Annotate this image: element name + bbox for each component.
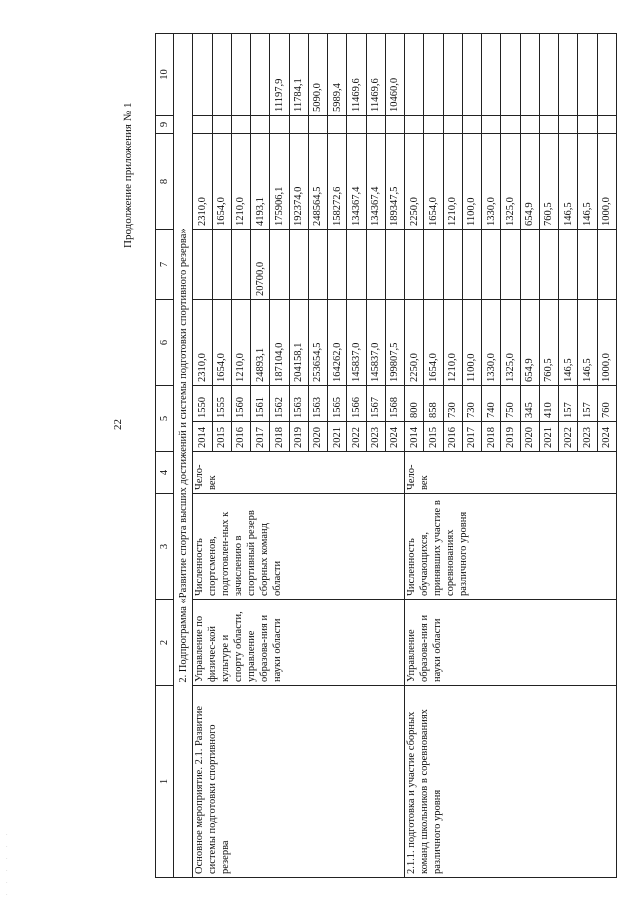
other-cell bbox=[424, 34, 443, 116]
table-row bbox=[193, 34, 212, 878]
local-cell bbox=[520, 116, 539, 134]
total-cell: 654,9 bbox=[520, 300, 539, 386]
page-number: 22 bbox=[112, 419, 124, 430]
federal-cell bbox=[193, 230, 212, 300]
value-cell: 858 bbox=[424, 386, 443, 422]
total-cell: 146,5 bbox=[559, 300, 578, 386]
local-cell bbox=[539, 116, 558, 134]
other-cell bbox=[482, 34, 501, 116]
other-cell bbox=[462, 34, 481, 116]
unit-cell: Чело-век bbox=[193, 452, 405, 494]
federal-cell bbox=[597, 230, 616, 300]
unit-cell: Чело-век bbox=[405, 452, 617, 494]
federal-cell bbox=[482, 230, 501, 300]
total-cell: 1654,0 bbox=[212, 300, 231, 386]
value-cell: 750 bbox=[501, 386, 520, 422]
year-cell: 2017 bbox=[251, 422, 270, 452]
other-cell: 5090,0 bbox=[308, 34, 327, 116]
value-cell: 800 bbox=[405, 386, 424, 422]
other-cell bbox=[559, 34, 578, 116]
other-cell bbox=[405, 34, 424, 116]
year-cell: 2023 bbox=[578, 422, 597, 452]
other-cell bbox=[578, 34, 597, 116]
column-number-row bbox=[156, 34, 174, 878]
local-cell bbox=[462, 116, 481, 134]
value-cell: 740 bbox=[482, 386, 501, 422]
value-cell: 1567 bbox=[366, 386, 385, 422]
column-number-cell: 10 bbox=[156, 34, 174, 116]
column-number-cell: 1 bbox=[156, 686, 174, 878]
federal-cell bbox=[578, 230, 597, 300]
column-number-cell: 6 bbox=[156, 300, 174, 386]
federal-cell bbox=[462, 230, 481, 300]
executor-cell: Управление по физичес-кой культуре и спорту области, управление образова-ния и науки области bbox=[193, 600, 405, 686]
total-cell: 1210,0 bbox=[443, 300, 462, 386]
indicator-cell: Численность обучающихся, принявших участие в соревнованиях различного уровня bbox=[405, 494, 617, 600]
value-cell: 157 bbox=[559, 386, 578, 422]
regional-cell: 1654,0 bbox=[212, 134, 231, 230]
regional-cell: 1000,0 bbox=[597, 134, 616, 230]
regional-cell: 1210,0 bbox=[231, 134, 250, 230]
local-cell bbox=[193, 116, 212, 134]
local-cell bbox=[308, 116, 327, 134]
local-cell bbox=[385, 116, 404, 134]
value-cell: 1565 bbox=[328, 386, 347, 422]
regional-cell: 134367,4 bbox=[347, 134, 366, 230]
federal-cell bbox=[539, 230, 558, 300]
other-cell bbox=[597, 34, 616, 116]
table-row bbox=[405, 34, 424, 878]
local-cell bbox=[482, 116, 501, 134]
local-cell bbox=[347, 116, 366, 134]
total-cell: 1100,0 bbox=[462, 300, 481, 386]
column-number-cell: 4 bbox=[156, 452, 174, 494]
federal-cell bbox=[501, 230, 520, 300]
regional-cell: 2310,0 bbox=[193, 134, 212, 230]
total-cell: 2250,0 bbox=[405, 300, 424, 386]
value-cell: 1563 bbox=[308, 386, 327, 422]
federal-cell bbox=[520, 230, 539, 300]
table-body bbox=[156, 34, 617, 878]
local-cell bbox=[328, 116, 347, 134]
federal-cell bbox=[559, 230, 578, 300]
other-cell bbox=[539, 34, 558, 116]
other-cell bbox=[443, 34, 462, 116]
total-cell: 146,5 bbox=[578, 300, 597, 386]
other-cell: 5989,4 bbox=[328, 34, 347, 116]
local-cell bbox=[443, 116, 462, 134]
year-cell: 2019 bbox=[289, 422, 308, 452]
other-cell: 10460,0 bbox=[385, 34, 404, 116]
value-cell: 760 bbox=[597, 386, 616, 422]
year-cell: 2021 bbox=[328, 422, 347, 452]
value-cell: 1562 bbox=[270, 386, 289, 422]
regional-cell: 146,5 bbox=[578, 134, 597, 230]
regional-cell: 1325,0 bbox=[501, 134, 520, 230]
other-cell bbox=[520, 34, 539, 116]
other-cell: 11197,9 bbox=[270, 34, 289, 116]
total-cell: 164262,0 bbox=[328, 300, 347, 386]
regional-cell: 158272,6 bbox=[328, 134, 347, 230]
federal-cell: 20700,0 bbox=[251, 230, 270, 300]
other-cell bbox=[212, 34, 231, 116]
regional-cell: 175906,1 bbox=[270, 134, 289, 230]
local-cell bbox=[597, 116, 616, 134]
total-cell: 145837,0 bbox=[366, 300, 385, 386]
year-cell: 2022 bbox=[559, 422, 578, 452]
value-cell: 1563 bbox=[289, 386, 308, 422]
other-cell bbox=[251, 34, 270, 116]
year-cell: 2015 bbox=[212, 422, 231, 452]
other-cell bbox=[193, 34, 212, 116]
column-number-cell: 8 bbox=[156, 134, 174, 230]
value-cell: 345 bbox=[520, 386, 539, 422]
other-cell: 11784,1 bbox=[289, 34, 308, 116]
value-cell: 1568 bbox=[385, 386, 404, 422]
federal-cell bbox=[405, 230, 424, 300]
federal-cell bbox=[308, 230, 327, 300]
local-cell bbox=[251, 116, 270, 134]
year-cell: 2018 bbox=[270, 422, 289, 452]
total-cell: 2310,0 bbox=[193, 300, 212, 386]
local-cell bbox=[231, 116, 250, 134]
value-cell: 730 bbox=[462, 386, 481, 422]
total-cell: 187104,0 bbox=[270, 300, 289, 386]
year-cell: 2018 bbox=[482, 422, 501, 452]
regional-cell: 1330,0 bbox=[482, 134, 501, 230]
local-cell bbox=[405, 116, 424, 134]
local-cell bbox=[559, 116, 578, 134]
total-cell: 760,5 bbox=[539, 300, 558, 386]
value-cell: 157 bbox=[578, 386, 597, 422]
federal-cell bbox=[424, 230, 443, 300]
year-cell: 2016 bbox=[443, 422, 462, 452]
scan-margin-dots: · · · · · · bbox=[6, 833, 8, 898]
local-cell bbox=[366, 116, 385, 134]
total-cell: 1000,0 bbox=[597, 300, 616, 386]
year-cell: 2021 bbox=[539, 422, 558, 452]
total-cell: 1325,0 bbox=[501, 300, 520, 386]
year-cell: 2014 bbox=[193, 422, 212, 452]
column-number-cell: 9 bbox=[156, 116, 174, 134]
value-cell: 730 bbox=[443, 386, 462, 422]
total-cell: 145837,0 bbox=[347, 300, 366, 386]
local-cell bbox=[424, 116, 443, 134]
subprogram-row bbox=[174, 34, 193, 878]
federal-cell bbox=[289, 230, 308, 300]
value-cell: 1555 bbox=[212, 386, 231, 422]
regional-cell: 4193,1 bbox=[251, 134, 270, 230]
activity-cell: Основное мероприятие. 2.1. Развитие системы подготовки спортивного резерва bbox=[193, 686, 405, 878]
column-number-cell: 7 bbox=[156, 230, 174, 300]
indicator-cell: Численность спортсменов, подготовлен-ных к зачислению в спортивный резерв сборных команд области bbox=[193, 494, 405, 600]
year-cell: 2023 bbox=[366, 422, 385, 452]
subprogram-title: 2. Подпрограмма «Развитие спорта высших достижений и системы подготовки спортивного резерва» bbox=[174, 34, 193, 878]
other-cell: 11469,6 bbox=[366, 34, 385, 116]
regional-cell: 146,5 bbox=[559, 134, 578, 230]
local-cell bbox=[212, 116, 231, 134]
year-cell: 2015 bbox=[424, 422, 443, 452]
executor-cell: Управление образова-ния и науки области bbox=[405, 600, 617, 686]
regional-cell: 1100,0 bbox=[462, 134, 481, 230]
other-cell: 11469,6 bbox=[347, 34, 366, 116]
regional-cell: 248564,5 bbox=[308, 134, 327, 230]
regional-cell: 760,5 bbox=[539, 134, 558, 230]
year-cell: 2024 bbox=[385, 422, 404, 452]
year-cell: 2020 bbox=[308, 422, 327, 452]
other-cell bbox=[501, 34, 520, 116]
regional-cell: 654,9 bbox=[520, 134, 539, 230]
federal-cell bbox=[212, 230, 231, 300]
local-cell bbox=[501, 116, 520, 134]
local-cell bbox=[578, 116, 597, 134]
regional-cell: 189347,5 bbox=[385, 134, 404, 230]
federal-cell bbox=[231, 230, 250, 300]
value-cell: 1560 bbox=[231, 386, 250, 422]
total-cell: 1330,0 bbox=[482, 300, 501, 386]
local-cell bbox=[270, 116, 289, 134]
appendix-continuation-title: Продолжение приложения № 1 bbox=[122, 102, 134, 248]
total-cell: 24893,1 bbox=[251, 300, 270, 386]
other-cell bbox=[231, 34, 250, 116]
program-table bbox=[155, 33, 617, 878]
federal-cell bbox=[366, 230, 385, 300]
year-cell: 2024 bbox=[597, 422, 616, 452]
total-cell: 1654,0 bbox=[424, 300, 443, 386]
total-cell: 253654,5 bbox=[308, 300, 327, 386]
regional-cell: 2250,0 bbox=[405, 134, 424, 230]
regional-cell: 1654,0 bbox=[424, 134, 443, 230]
column-number-cell: 5 bbox=[156, 386, 174, 452]
regional-cell: 134367,4 bbox=[366, 134, 385, 230]
year-cell: 2014 bbox=[405, 422, 424, 452]
federal-cell bbox=[385, 230, 404, 300]
federal-cell bbox=[270, 230, 289, 300]
federal-cell bbox=[347, 230, 366, 300]
column-number-cell: 2 bbox=[156, 600, 174, 686]
value-cell: 1550 bbox=[193, 386, 212, 422]
column-number-cell: 3 bbox=[156, 494, 174, 600]
value-cell: 410 bbox=[539, 386, 558, 422]
federal-cell bbox=[443, 230, 462, 300]
year-cell: 2019 bbox=[501, 422, 520, 452]
total-cell: 1210,0 bbox=[231, 300, 250, 386]
local-cell bbox=[289, 116, 308, 134]
rotated-table-wrapper bbox=[155, 34, 617, 878]
year-cell: 2022 bbox=[347, 422, 366, 452]
value-cell: 1561 bbox=[251, 386, 270, 422]
federal-cell bbox=[328, 230, 347, 300]
year-cell: 2016 bbox=[231, 422, 250, 452]
regional-cell: 1210,0 bbox=[443, 134, 462, 230]
total-cell: 204158,1 bbox=[289, 300, 308, 386]
total-cell: 199807,5 bbox=[385, 300, 404, 386]
regional-cell: 192374,0 bbox=[289, 134, 308, 230]
activity-cell: 2.1.1. подготовка и участие сборных команд школьников в соревнованиях различного уровня bbox=[405, 686, 617, 878]
year-cell: 2020 bbox=[520, 422, 539, 452]
value-cell: 1566 bbox=[347, 386, 366, 422]
year-cell: 2017 bbox=[462, 422, 481, 452]
